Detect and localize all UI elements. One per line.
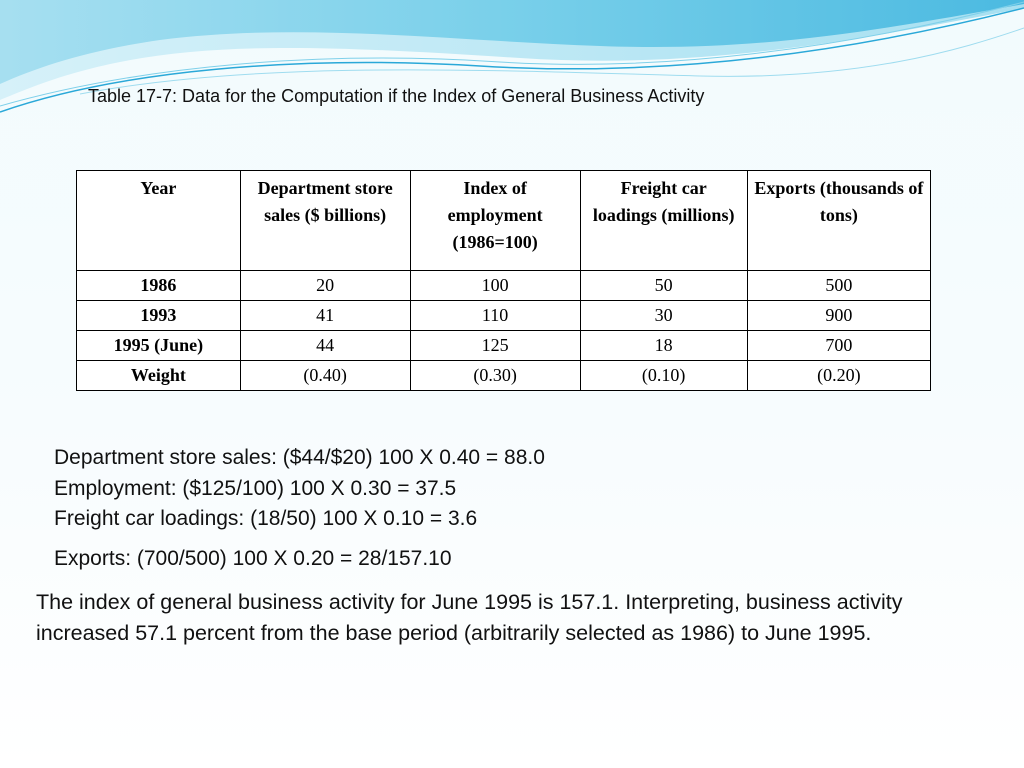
table-cell: (0.40) <box>240 361 410 391</box>
table-row <box>77 331 931 361</box>
header-wave-decoration <box>0 0 1024 130</box>
table-cell: 18 <box>580 331 747 361</box>
column-header-index-of-employment: Index of employment (1986=100) <box>410 171 580 271</box>
business-activity-table <box>76 170 931 391</box>
table-cell: 41 <box>240 301 410 331</box>
computation-exports: Exports: (700/500) 100 X 0.20 = 28/157.10 <box>54 547 452 570</box>
slide-title: Table 17-7: Data for the Computation if the Index of General Business Activity <box>88 86 705 106</box>
table-header-row <box>77 171 931 271</box>
computation-department-store-sales: Department store sales: ($44/$20) 100 X 0.40 = 88.0 <box>54 446 545 469</box>
table-cell: 50 <box>580 271 747 301</box>
conclusion-paragraph: The index of general business activity for June 1995 is 157.1. Interpreting, business activity increased 57.1 percent from the base period (arbitrarily selected as 1986) to June 1995. <box>36 590 903 645</box>
row-label: 1993 <box>77 301 241 331</box>
table-cell: 500 <box>747 271 930 301</box>
table-cell: 20 <box>240 271 410 301</box>
column-header-exports: Exports (thousands of tons) <box>747 171 930 271</box>
computation-lines <box>54 443 545 535</box>
row-label: 1986 <box>77 271 241 301</box>
row-label: 1995 (June) <box>77 331 241 361</box>
table-row <box>77 301 931 331</box>
table-cell: 900 <box>747 301 930 331</box>
table-cell: (0.20) <box>747 361 930 391</box>
table-cell: (0.10) <box>580 361 747 391</box>
table-cell: 44 <box>240 331 410 361</box>
table-cell: 100 <box>410 271 580 301</box>
column-header-year: Year <box>77 171 241 271</box>
computation-employment: Employment: ($125/100) 100 X 0.30 = 37.5 <box>54 476 457 500</box>
row-label: Weight <box>77 361 241 391</box>
table-row <box>77 271 931 301</box>
table-cell: (0.30) <box>410 361 580 391</box>
table-cell: 700 <box>747 331 930 361</box>
column-header-department-store-sales: Department store sales ($ billions) <box>240 171 410 271</box>
column-header-freight-car-loadings: Freight car loadings (millions) <box>580 171 747 271</box>
table-cell: 125 <box>410 331 580 361</box>
table-cell: 110 <box>410 301 580 331</box>
table-row <box>77 361 931 391</box>
table-cell: 30 <box>580 301 747 331</box>
computation-freight-car-loadings: Freight car loadings: (18/50) 100 X 0.10 = 3.6 <box>54 507 478 530</box>
